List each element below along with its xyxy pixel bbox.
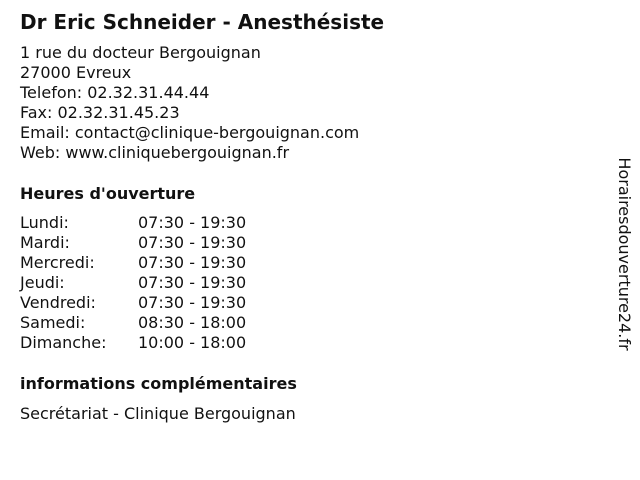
website-address: Web: www.cliniquebergouignan.fr bbox=[20, 143, 290, 162]
hours-row bbox=[20, 253, 246, 273]
email-address: Email: contact@clinique-bergouignan.com bbox=[20, 123, 360, 142]
hours-row bbox=[20, 233, 246, 253]
address-line-1: 1 rue du docteur Bergouignan bbox=[20, 43, 261, 62]
hours-row bbox=[20, 273, 246, 293]
contact-details bbox=[20, 43, 359, 163]
hours-row bbox=[20, 293, 246, 313]
fax-number: Fax: 02.32.31.45.23 bbox=[20, 103, 180, 122]
additional-info-heading: informations complémentaires bbox=[20, 374, 297, 393]
hours-day: Lundi: bbox=[20, 213, 69, 232]
hours-day: Samedi: bbox=[20, 313, 86, 332]
hours-day: Mardi: bbox=[20, 233, 70, 252]
hours-row bbox=[20, 313, 246, 333]
vertical-site-label: Horairesdouverture24.fr bbox=[615, 157, 634, 351]
hours-row bbox=[20, 213, 246, 233]
opening-hours-table bbox=[20, 213, 246, 353]
address-line-2: 27000 Evreux bbox=[20, 63, 132, 82]
hours-day: Dimanche: bbox=[20, 333, 107, 352]
hours-time: 07:30 - 19:30 bbox=[138, 273, 247, 292]
hours-time: 10:00 - 18:00 bbox=[138, 333, 247, 352]
opening-hours-heading: Heures d'ouverture bbox=[20, 184, 196, 203]
phone-number: Telefon: 02.32.31.44.44 bbox=[20, 83, 210, 102]
hours-day: Vendredi: bbox=[20, 293, 96, 312]
hours-day: Mercredi: bbox=[20, 253, 95, 272]
hours-time: 07:30 - 19:30 bbox=[138, 253, 247, 272]
page-title: Dr Eric Schneider - Anesthésiste bbox=[20, 10, 385, 34]
hours-time: 07:30 - 19:30 bbox=[138, 233, 247, 252]
additional-info-text: Secrétariat - Clinique Bergouignan bbox=[20, 404, 296, 423]
hours-time: 07:30 - 19:30 bbox=[138, 213, 247, 232]
hours-row bbox=[20, 333, 246, 353]
hours-time: 08:30 - 18:00 bbox=[138, 313, 247, 332]
hours-day: Jeudi: bbox=[20, 273, 65, 292]
hours-time: 07:30 - 19:30 bbox=[138, 293, 247, 312]
